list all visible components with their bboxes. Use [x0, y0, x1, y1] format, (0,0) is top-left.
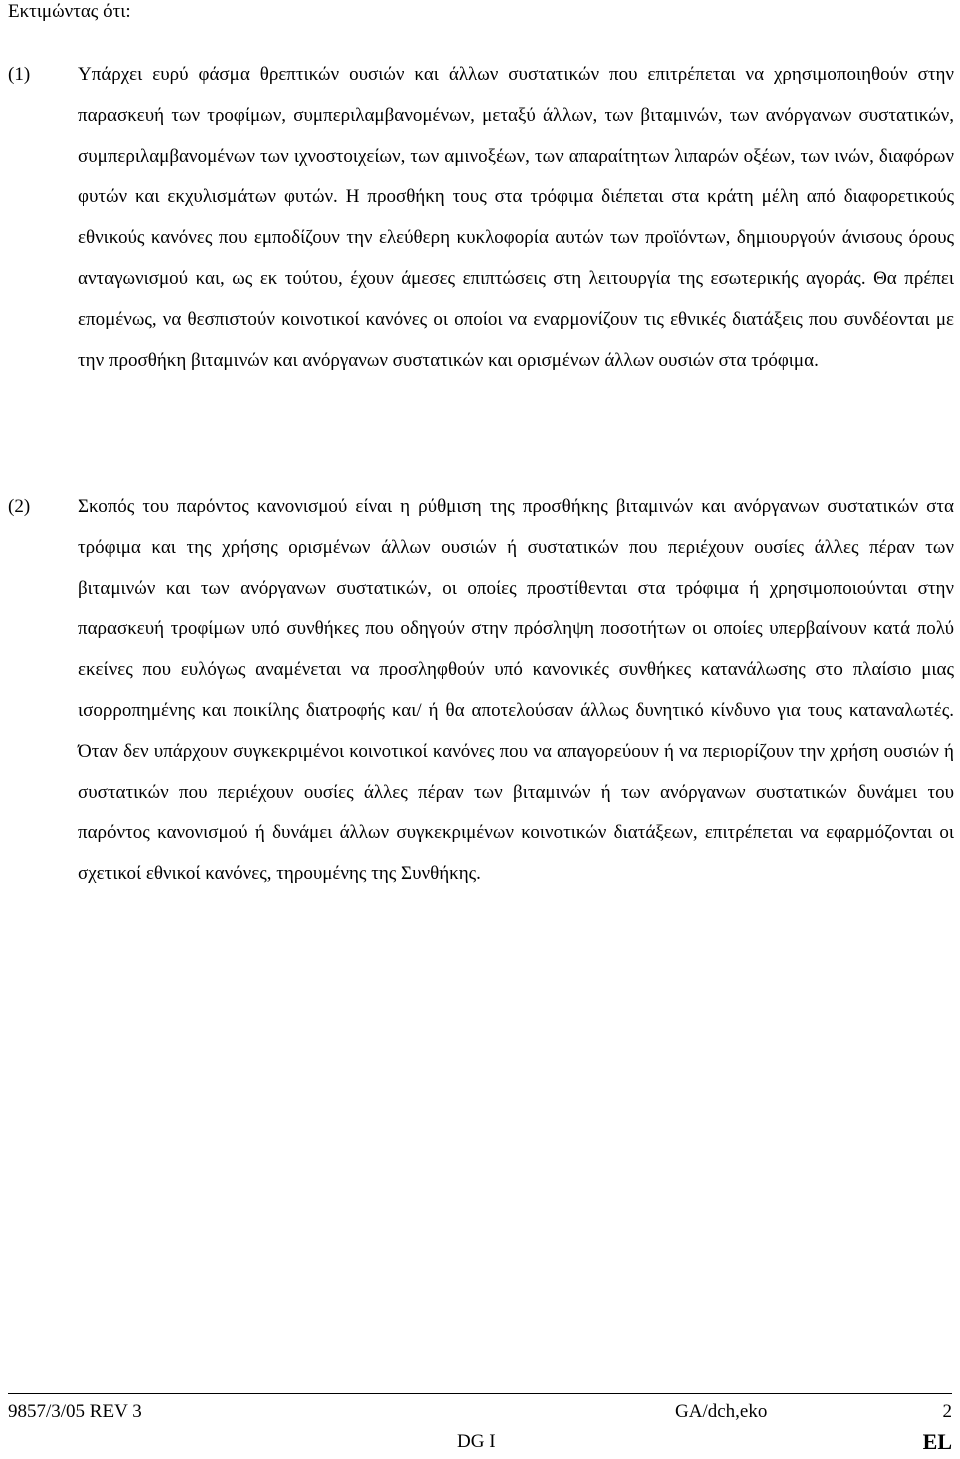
- language-code: EL: [922, 1429, 952, 1454]
- paragraph-number: (2): [8, 496, 31, 517]
- paragraph-text: Σκοπός του παρόντος κανονισμού είναι η ρύθμιση της προσθήκης βιταμινών και ανόργανων συστατικών στα τρόφιμα και της χρήσης ορισμένων άλλων ουσιών ή συστατικών που περιέχουν ουσίες άλλες πέραν των βιταμινών και των ανόργανων συστατικών, οι οποίες προστίθενται στα τρόφιμα ή χρησιμοποιούνται στην παρασκευή τροφίμων υπό συνθήκες που οδηγούν στην πρόσληψη ποσοτήτων οι οποίες υπερβαίνουν κατά πολύ εκείνες που ευλόγως αναμένεται να προσληφθούν υπό κανονικές συνθήκες κατανάλωσης στο πλαίσιο μιας ισορροπημένης και ποικίλης διατροφής και/ ή θα αποτελούσαν άλλως δυνητικό κίνδυνο για τους καταναλωτές. Όταν δεν υπάρχουν συγκεκριμένοι κοινοτικοί κανόνες που να απαγορεύουν ή να περιορίζουν την χρήση ουσιών ή συστατικών που περιέχουν ουσίες άλλες πέραν των βιταμινών ή των ανόργανων συστατικών δυνάμει του παρόντος κανονισμού ή δυνάμει άλλων συγκεκριμένων κοινοτικών διατάξεων, επιτρέπεται να εφαρμόζονται οι σχετικοί εθνικοί κανόνες, τηρουμένης της Συνθήκης.: [78, 496, 954, 885]
- directorate-general: DG I: [457, 1431, 496, 1452]
- paragraph-number: (1): [8, 64, 31, 85]
- document-reference: 9857/3/05 REV 3: [8, 1401, 142, 1422]
- page-number: 2: [942, 1401, 952, 1422]
- footer-divider: [8, 1393, 952, 1394]
- paragraph-2: [8, 487, 952, 895]
- paragraph-1: [8, 55, 952, 381]
- document-intro: Εκτιμώντας ότι:: [8, 1, 131, 22]
- author-initials: GA/dch,eko: [675, 1401, 768, 1422]
- paragraph-text: Υπάρχει ευρύ φάσμα θρεπτικών ουσιών και άλλων συστατικών που επιτρέπεται να χρησιμοποιηθούν στην παρασκευή των τροφίμων, συμπεριλαμβανομένων, μεταξύ άλλων, των βιταμινών, των ανόργανων συστατικών, συμπεριλαμβανομένων των ιχνοστοιχείων, των αμινοξέων, των απαραίτητων λιπαρών οξέων, των ινών, διαφόρων φυτών και εκχυλισμάτων φυτών. Η προσθήκη τους στα τρόφιμα διέπεται στα κράτη μέλη από διαφορετικούς εθνικούς κανόνες που εμποδίζουν την ελεύθερη κυκλοφορία αυτών των προϊόντων, δημιουργούν άνισους όρους ανταγωνισμού και, ως εκ τούτου, έχουν άμεσες επιπτώσεις στη λειτουργία της εσωτερικής αγοράς. Θα πρέπει επομένως, να θεσπιστούν κοινοτικοί κανόνες οι οποίοι να εναρμονίζουν τις εθνικές διατάξεις που συνδέονται με την προσθήκη βιταμινών και ανόργανων συστατικών και ορισμένων άλλων ουσιών στα τρόφιμα.: [78, 64, 954, 371]
